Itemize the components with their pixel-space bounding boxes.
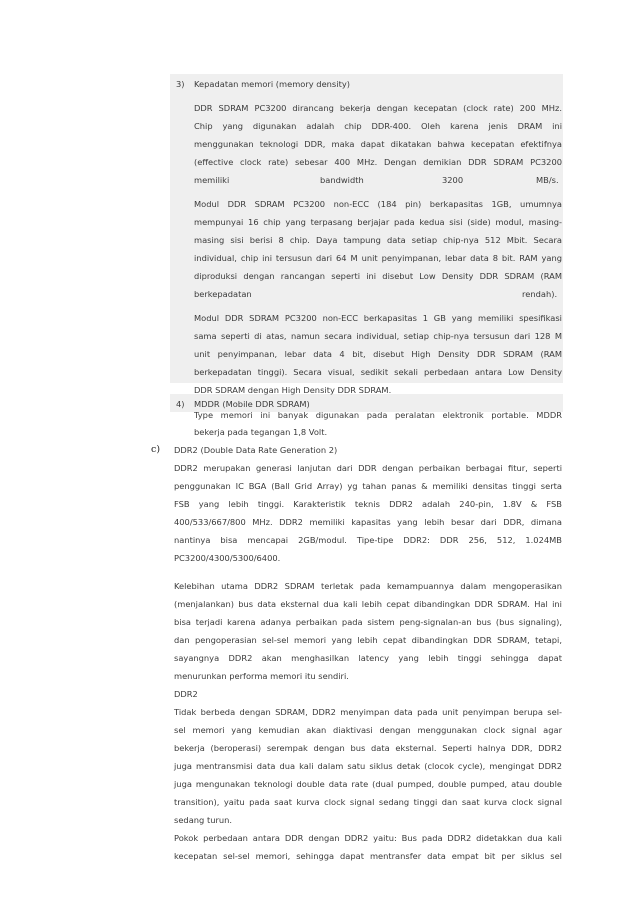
section-c-label: c) — [151, 444, 161, 455]
paragraph-line: juga mentransmisi data dua kali dalam satu siklus detak (clocok cycle), mengingat DDR2 — [174, 761, 562, 771]
paragraph-line: bekerja (beroperasi) serempak dengan bus data eksternal. Seperti halnya DDR, DDR2 — [174, 743, 562, 753]
item4-line: bekerja pada tegangan 1,8 Volt. — [194, 427, 328, 437]
paragraph-line: Pokok perbedaan antara DDR dengan DDR2 yaitu: Bus pada DDR2 didetakkan dua kali — [174, 833, 562, 843]
paragraph-line: juga mengunakan teknologi double data rate (dual pumped, double pumped, atau double — [174, 779, 562, 789]
paragraph-line: sel memori yang kemudian akan diaktivasi dengan menggunakan clock signal agar — [174, 725, 562, 735]
paragraph-line: sayangnya DDR2 akan menghasilkan latency yang lebih tinggi sehingga dapat — [174, 653, 562, 663]
item4-line: Type memori ini banyak digunakan pada peralatan elektronik portable. MDDR — [194, 410, 562, 420]
paragraph-line: (effective clock rate) sebesar 400 MHz. Dengan demikian DDR SDRAM PC3200 — [194, 157, 562, 167]
paragraph-line: Chip yang digunakan adalah chip DDR-400. Oleh karena jenis DRAM ini — [194, 121, 562, 131]
paragraph-line: Modul DDR SDRAM PC3200 non-ECC berkapasitas 1 GB yang memiliki spesifikasi — [194, 313, 562, 323]
paragraph-word: MB/s. — [536, 175, 559, 185]
item4-number: 4) — [176, 399, 185, 409]
paragraph-line: FSB yang lebih tinggi. Karakteristik teknis DDR2 adalah 240-pin, 1.8V & FSB — [174, 499, 562, 509]
paragraph-line: bisa terjadi karena adanya perbaikan pada sistem peng-signalan-an bus (bus signaling), — [174, 617, 562, 627]
paragraph-line: 400/533/667/800 MHz. DDR2 memiliki kapasitas yang lebih besar dari DDR, dimana — [174, 517, 562, 527]
paragraph-word: 3200 — [442, 175, 464, 185]
paragraph-line: individual, chip ini tersusun dari 64 M unit penyimpanan, lebar data 8 bit. RAM yang — [194, 253, 562, 263]
item4-title: MDDR (Mobile DDR SDRAM) — [194, 399, 310, 409]
section-c-subheading: DDR2 — [174, 689, 198, 699]
paragraph-line: PC3200/4300/5300/6400. — [174, 553, 281, 563]
paragraph-line: sedang turun. — [174, 815, 233, 825]
paragraph-line: menggunakan teknologi DDR, maka dapat dikatakan bahwa kecepatan efektifnya — [194, 139, 562, 149]
paragraph-line: sama seperti di atas, namun secara individual, setiap chip-nya tersusun dari 128 M — [194, 331, 562, 341]
paragraph-word: rendah). — [522, 289, 558, 299]
section-c-title: DDR2 (Double Data Rate Generation 2) — [174, 445, 338, 455]
item3-title: Kepadatan memori (memory density) — [194, 79, 350, 89]
paragraph-line: (menjalankan) bus data eksternal dua kali lebih cepat dibandingkan DDR SDRAM. Hal ini — [174, 599, 562, 609]
paragraph-line: dan pengoperasian sel-sel memori yang lebih cepat dibandingkan DDR SDRAM, tetapi, — [174, 635, 562, 645]
paragraph-line: kecepatan sel-sel memori, sehingga dapat mentransfer data empat bit per siklus sel — [174, 851, 562, 861]
paragraph-line: masing sisi berisi 8 chip. Daya tampung data setiap chip-nya 512 Mbit. Secara — [194, 235, 562, 245]
paragraph-line: DDR2 merupakan generasi lanjutan dari DDR dengan perbaikan berbagai fitur, seperti — [174, 463, 562, 473]
paragraph-line: berkepadatan tinggi). Secara visual, sedikit sekali perbedaan antara Low Density — [194, 367, 562, 377]
paragraph-line: menurunkan performa memori itu sendiri. — [174, 671, 349, 681]
paragraph-line: DDR SDRAM dengan High Density DDR SDRAM. — [194, 385, 392, 395]
paragraph-word: memiliki — [194, 175, 230, 185]
paragraph-line: nantinya bisa mencapai 2GB/modul. Tipe-tipe DDR2: DDR 256, 512, 1.024MB — [174, 535, 562, 545]
paragraph-line: penggunakan IC BGA (Ball Grid Array) yg tahan panas & memiliki densitas tinggi serta — [174, 481, 562, 491]
paragraph-line: unit penyimpanan, lebar data 4 bit, disebut High Density DDR SDRAM (RAM — [194, 349, 562, 359]
paragraph-line: DDR SDRAM PC3200 dirancang bekerja dengan kecepatan (clock rate) 200 MHz. — [194, 103, 562, 113]
paragraph-line: mempunyai 16 chip yang terpasang berjajar pada kedua sisi (side) modul, masing- — [194, 217, 562, 227]
paragraph-word: bandwidth — [320, 175, 364, 185]
paragraph-line: transition), yaitu pada saat kurva clock signal sedang tinggi dan saat kurva clock signal — [174, 797, 562, 807]
paragraph-line: diproduksi dengan rancangan seperti ini disebut Low Density DDR SDRAM (RAM — [194, 271, 562, 281]
paragraph-line: Tidak berbeda dengan SDRAM, DDR2 menyimpan data pada unit penyimpan berupa sel- — [174, 707, 562, 717]
paragraph-line: Modul DDR SDRAM PC3200 non-ECC (184 pin) berkapasitas 1GB, umumnya — [194, 199, 562, 209]
item3-number: 3) — [176, 79, 185, 89]
paragraph-word: berkepadatan — [194, 289, 252, 299]
paragraph-line: Kelebihan utama DDR2 SDRAM terletak pada kemampuannya dalam mengoperasikan — [174, 581, 562, 591]
